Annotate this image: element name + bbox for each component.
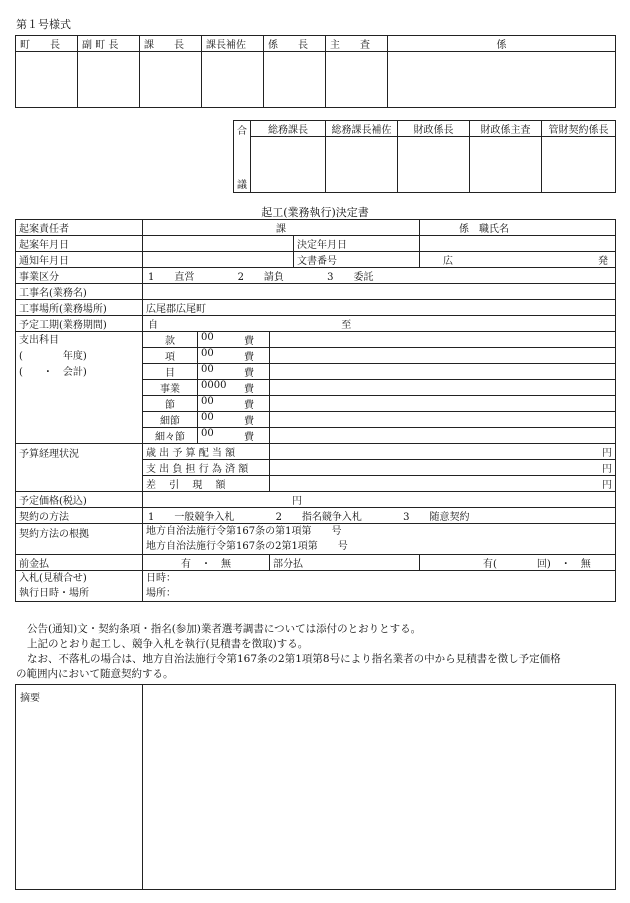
note-line: の範囲内において随意契約する。 <box>16 668 174 680</box>
expenditure-item-value[interactable] <box>270 348 616 364</box>
row-work-place <box>16 300 616 316</box>
expenditure-item-value[interactable] <box>270 412 616 428</box>
draft-date-value[interactable] <box>143 236 294 252</box>
expenditure-item-code[interactable]: 0000 費 <box>198 380 270 396</box>
stamp-cell[interactable] <box>542 137 616 193</box>
row-price <box>16 492 616 508</box>
row-period <box>16 316 616 332</box>
row-notice-date <box>16 252 616 268</box>
label-period: 予定工期(業務期間) <box>16 316 143 332</box>
document-number-value[interactable]: 広 発 <box>420 252 616 268</box>
option-private-contract: 3 随意契約 <box>403 512 470 523</box>
stamp-cell[interactable] <box>202 52 264 108</box>
budget-item-value[interactable]: 円 <box>270 476 616 492</box>
note-line: なお、不落札の場合は、地方自治法施行令第167条の2第1項第8号により指名業者の中から見積書を徴し予定価格 <box>27 653 561 665</box>
business-class-options[interactable] <box>143 268 616 284</box>
approval-stamp-table <box>15 35 616 108</box>
label-price: 予定価格(税込) <box>16 492 143 508</box>
label-responsible: 起案責任者 <box>16 220 143 236</box>
label-business-class: 事業区分 <box>16 268 143 284</box>
stamp-cell[interactable] <box>326 52 388 108</box>
expenditure-item-value[interactable] <box>270 364 616 380</box>
expenditure-item-name: 目 <box>143 364 198 380</box>
expenditure-item-value[interactable] <box>270 332 616 348</box>
row-advance <box>16 555 616 571</box>
partial-payment-value[interactable]: 有( 回) ・ 無 <box>420 555 616 571</box>
responsible-staff-name[interactable]: 係 職氏名 <box>420 220 616 236</box>
label-document-number: 文書番号 <box>294 252 420 268</box>
note-line: 上記のとおり起工し、競争入札を執行(見積書を徴取)する。 <box>27 638 309 650</box>
label-bid: 入札(見積合せ) 執行日時・場所 <box>16 571 143 602</box>
contract-method-options[interactable] <box>143 508 616 524</box>
stamp-cell[interactable] <box>326 137 398 193</box>
option-commissioned: 3 委託 <box>327 272 374 283</box>
label-summary: 摘要 <box>16 685 143 890</box>
council-header-general-affairs-chief: 総務課長 <box>251 121 326 137</box>
expenditure-item-name: 事業 <box>143 380 198 396</box>
summary-table <box>15 684 616 890</box>
approval-header-unit-chief: 係 長 <box>264 36 326 52</box>
expenditure-item-value[interactable] <box>270 396 616 412</box>
expenditure-item-code[interactable]: 00 費 <box>198 396 270 412</box>
expenditure-item-name: 細節 <box>143 412 198 428</box>
period-value[interactable]: 自 至 <box>143 316 616 332</box>
row-business-class <box>16 268 616 284</box>
stamp-cell[interactable] <box>16 52 78 108</box>
option-general-bid: 1 一般競争入札 <box>148 512 235 523</box>
label-draft-date: 起案年月日 <box>16 236 143 252</box>
stamp-cell[interactable] <box>251 137 326 193</box>
row-basis <box>16 524 616 555</box>
stamp-cell[interactable] <box>388 52 616 108</box>
option-designated-bid: 2 指名競争入札 <box>275 512 362 523</box>
row-draft-date <box>16 236 616 252</box>
label-budget: 予算経理状況 <box>16 444 143 492</box>
expenditure-item-code[interactable]: 00 費 <box>198 332 270 348</box>
label-expenditure: 支出科目 ( 年度) ( ・ 会計) <box>16 332 143 444</box>
expenditure-item-code[interactable]: 00 費 <box>198 364 270 380</box>
label-basis: 契約方法の根拠 <box>16 524 143 555</box>
row-work-name <box>16 284 616 300</box>
option-contracted: 2 請負 <box>237 272 284 283</box>
row-bid <box>16 571 616 602</box>
budget-item-name: 歳 出 予 算 配 当 額 <box>143 444 270 460</box>
form-number: 第１号様式 <box>16 18 71 31</box>
approval-header-mayor: 町 長 <box>16 36 78 52</box>
stamp-cell[interactable] <box>78 52 140 108</box>
approval-header-deputy-mayor: 副 町 長 <box>78 36 140 52</box>
work-name-value[interactable] <box>143 284 616 300</box>
notice-date-value[interactable] <box>143 252 294 268</box>
budget-item-value[interactable]: 円 <box>270 444 616 460</box>
advance-value[interactable]: 有 ・ 無 <box>143 555 270 571</box>
basis-value[interactable]: 地方自治法施行令第167条の第1項第 号 地方自治法施行令第167条の2第1項第 号 <box>143 524 616 555</box>
expenditure-item-value[interactable] <box>270 428 616 444</box>
council-header-contract-chief: 管財契約係長 <box>542 121 616 137</box>
note-line: 公告(通知)文・契約条項・指名(参加)業者選考調書については添付のとおりとする。 <box>27 623 422 635</box>
approval-header-assistant-chief: 課長補佐 <box>202 36 264 52</box>
responsible-section[interactable]: 課 <box>143 220 420 236</box>
council-stamp-table <box>233 120 616 193</box>
stamp-cell[interactable] <box>140 52 202 108</box>
stamp-cell[interactable] <box>398 137 470 193</box>
council-header-finance-clerk: 財政係主査 <box>470 121 542 137</box>
label-work-place: 工事場所(業務場所) <box>16 300 143 316</box>
expenditure-item-code[interactable]: 00 費 <box>198 412 270 428</box>
expenditure-item-name: 節 <box>143 396 198 412</box>
row-responsible <box>16 220 616 236</box>
label-partial-payment: 部分払 <box>270 555 420 571</box>
decision-date-value[interactable] <box>420 236 616 252</box>
label-decision-date: 決定年月日 <box>294 236 420 252</box>
approval-header-chief-clerk: 主 査 <box>326 36 388 52</box>
expenditure-item-code[interactable]: 00 費 <box>198 428 270 444</box>
budget-item-name: 支 出 負 担 行 為 済 額 <box>143 460 270 476</box>
stamp-cell[interactable] <box>470 137 542 193</box>
label-work-name: 工事名(業務名) <box>16 284 143 300</box>
price-value[interactable]: 円 <box>143 492 616 508</box>
bid-value[interactable]: 日時： 場所： <box>143 571 616 602</box>
decision-form-table <box>15 219 616 602</box>
budget-item-value[interactable]: 円 <box>270 460 616 476</box>
stamp-cell[interactable] <box>264 52 326 108</box>
expenditure-item-name: 細々節 <box>143 428 198 444</box>
approval-header-staff: 係 <box>388 36 616 52</box>
document-title: 起工(業務執行)決定書 <box>261 206 369 219</box>
work-place-value[interactable]: 広尾郡広尾町 <box>143 300 616 316</box>
summary-value[interactable] <box>143 685 616 890</box>
expenditure-item-value[interactable] <box>270 380 616 396</box>
expenditure-item-name: 款 <box>143 332 198 348</box>
council-header-finance-chief: 財政係長 <box>398 121 470 137</box>
label-advance: 前金払 <box>16 555 143 571</box>
row-contract-method <box>16 508 616 524</box>
expenditure-item-name: 項 <box>143 348 198 364</box>
expenditure-item-code[interactable]: 00 費 <box>198 348 270 364</box>
label-contract-method: 契約の方法 <box>16 508 143 524</box>
option-direct: 1 直営 <box>148 272 195 283</box>
label-notice-date: 通知年月日 <box>16 252 143 268</box>
council-side-label: 合 議 <box>234 121 251 193</box>
council-header-general-affairs-assistant: 総務課長補佐 <box>326 121 398 137</box>
approval-header-section-chief: 課 長 <box>140 36 202 52</box>
budget-item-name: 差 引 現 額 <box>143 476 270 492</box>
